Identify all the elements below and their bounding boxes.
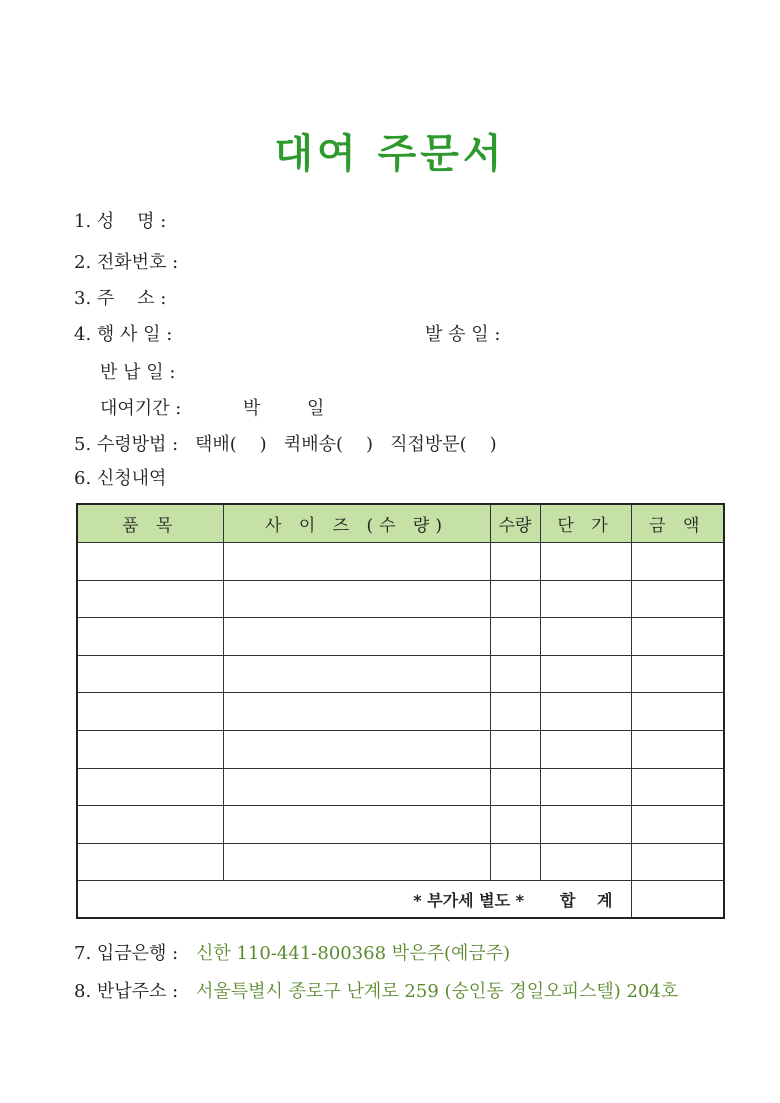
return-address-label: 8. 반납주소 : — [74, 981, 179, 1002]
amount-cell[interactable] — [631, 543, 724, 581]
item-cell[interactable] — [77, 768, 223, 806]
size-quantity-cell[interactable] — [223, 843, 490, 881]
table-row — [77, 543, 724, 581]
quantity-cell[interactable] — [490, 843, 540, 881]
table-row — [77, 580, 724, 618]
quantity-cell[interactable] — [490, 655, 540, 693]
quantity-cell[interactable] — [490, 580, 540, 618]
payment-label: 7. 입금은행 : — [74, 943, 179, 964]
order-table — [76, 503, 725, 919]
quantity-cell[interactable] — [490, 693, 540, 731]
size-quantity-cell[interactable] — [223, 618, 490, 656]
quantity-cell[interactable] — [490, 730, 540, 768]
event-date-label: 4. 행 사 일 : — [74, 324, 173, 345]
size-quantity-cell[interactable] — [223, 730, 490, 768]
size-quantity-cell[interactable] — [223, 693, 490, 731]
total-row — [77, 881, 724, 919]
rental-period-label: 대여기간 : — [100, 398, 182, 419]
quantity-cell[interactable] — [490, 543, 540, 581]
amount-cell[interactable] — [631, 655, 724, 693]
phone-label: 2. 전화번호 : — [74, 252, 179, 273]
unit-price-cell[interactable] — [540, 655, 631, 693]
table-row — [77, 768, 724, 806]
rental-period-days: 일 — [307, 398, 325, 419]
size-quantity-cell[interactable] — [223, 768, 490, 806]
table-row — [77, 655, 724, 693]
amount-cell[interactable] — [631, 693, 724, 731]
unit-price-cell[interactable] — [540, 730, 631, 768]
unit-price-cell[interactable] — [540, 693, 631, 731]
item-cell[interactable] — [77, 580, 223, 618]
item-cell[interactable] — [77, 843, 223, 881]
item-cell[interactable] — [77, 543, 223, 581]
item-cell[interactable] — [77, 655, 223, 693]
return-address-value: 서울특별시 종로구 난계로 259 (숭인동 경일오피스텔) 204호 — [196, 981, 679, 1002]
rental-period-nights: 박 — [243, 398, 261, 419]
unit-price-cell[interactable] — [540, 768, 631, 806]
page-title: 대여 주문서 — [274, 131, 506, 177]
amount-cell[interactable] — [631, 768, 724, 806]
item-cell[interactable] — [77, 806, 223, 844]
total-label-cell — [77, 881, 631, 919]
table-row — [77, 806, 724, 844]
header-item: 품 목 — [77, 504, 223, 543]
receive-method-options: 택배( ) 퀵배송( ) 직접방문( ) — [195, 434, 497, 455]
unit-price-cell[interactable] — [540, 580, 631, 618]
header-amount: 금 액 — [631, 504, 724, 543]
unit-price-cell[interactable] — [540, 618, 631, 656]
unit-price-cell[interactable] — [540, 543, 631, 581]
size-quantity-cell[interactable] — [223, 543, 490, 581]
header-size-quantity: 사 이 즈 (수 량) — [223, 504, 490, 543]
unit-price-cell[interactable] — [540, 806, 631, 844]
item-cell[interactable] — [77, 693, 223, 731]
table-row — [77, 730, 724, 768]
quantity-cell[interactable] — [490, 806, 540, 844]
vat-note: * 부가세 별도 * — [413, 890, 525, 910]
amount-cell[interactable] — [631, 580, 724, 618]
address-label: 3. 주 소 : — [74, 288, 167, 309]
table-row — [77, 843, 724, 881]
table-header-row — [77, 504, 724, 543]
header-unit-price: 단 가 — [540, 504, 631, 543]
request-details-label: 6. 신청내역 — [74, 468, 167, 489]
size-quantity-cell[interactable] — [223, 655, 490, 693]
amount-cell[interactable] — [631, 806, 724, 844]
ship-date-label: 발 송 일 : — [425, 324, 501, 345]
amount-cell[interactable] — [631, 843, 724, 881]
item-cell[interactable] — [77, 730, 223, 768]
amount-cell[interactable] — [631, 730, 724, 768]
total-amount-cell[interactable] — [631, 881, 724, 919]
payment-account: 신한 110-441-800368 박은주(예금주) — [196, 943, 511, 964]
quantity-cell[interactable] — [490, 768, 540, 806]
return-date-label: 반 납 일 : — [100, 362, 176, 383]
total-label: 합 계 — [560, 890, 621, 910]
amount-cell[interactable] — [631, 618, 724, 656]
item-cell[interactable] — [77, 618, 223, 656]
size-quantity-cell[interactable] — [223, 806, 490, 844]
unit-price-cell[interactable] — [540, 843, 631, 881]
table-row — [77, 693, 724, 731]
name-label: 1. 성 명 : — [74, 211, 167, 232]
receive-method-label: 5. 수령방법 : — [74, 434, 179, 455]
quantity-cell[interactable] — [490, 618, 540, 656]
header-quantity: 수량 — [490, 504, 540, 543]
size-quantity-cell[interactable] — [223, 580, 490, 618]
table-row — [77, 618, 724, 656]
